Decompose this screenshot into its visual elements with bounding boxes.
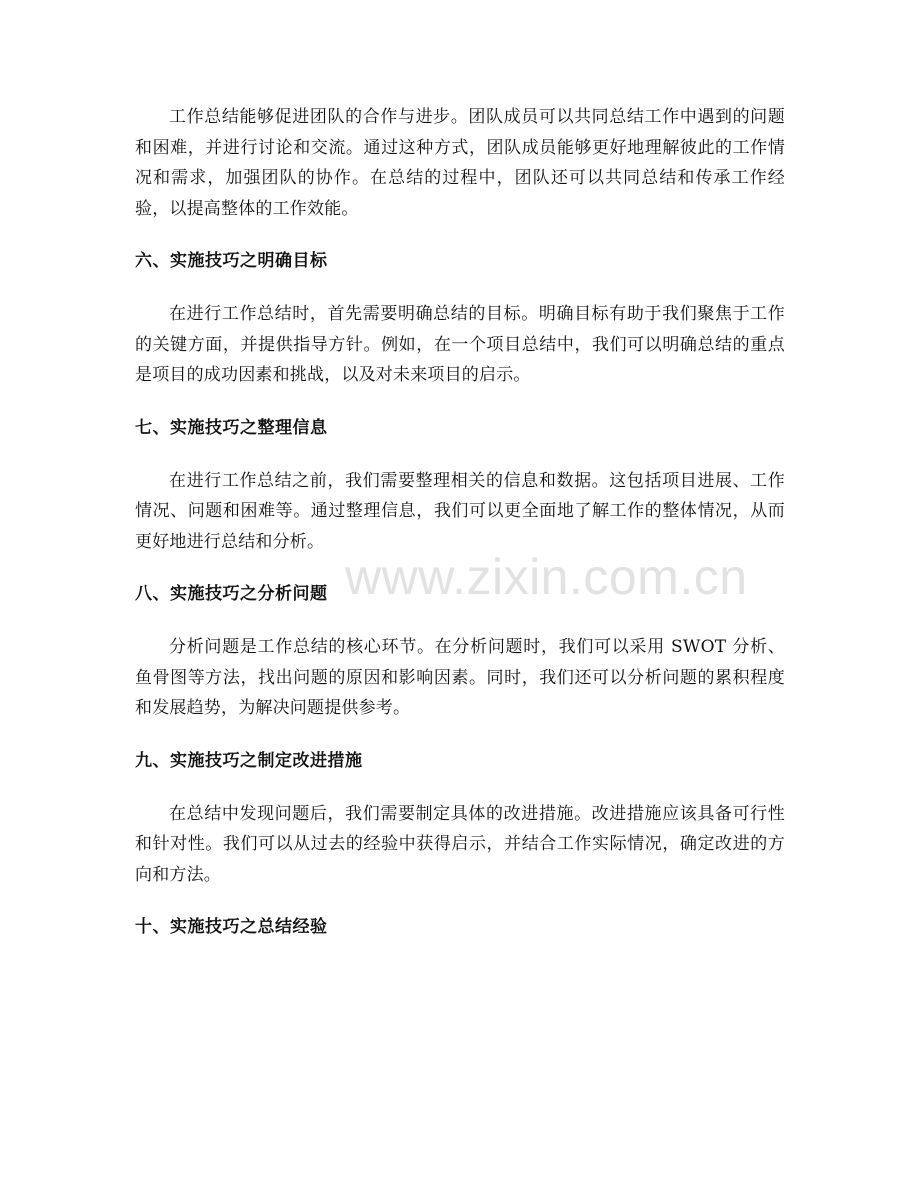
watermark: www.zixin.com.cn — [345, 549, 748, 605]
heading-improvement-measures: 九、实施技巧之制定改进措施 — [135, 750, 363, 771]
heading-summarize-experience: 十、实施技巧之总结经验 — [135, 917, 328, 937]
paragraph-analyze-problems: 分析问题是工作总结的核心环节。在分析问题时，我们可以采用 SWOT 分析、鱼骨图等方法，找出问题的原因和影响因素。同时，我们还可以分析问题的累积程度和发展趋势，为解决问题提供参考。 — [135, 637, 785, 718]
heading-analyze-problems: 八、实施技巧之分析问题 — [135, 584, 328, 604]
paragraph-clear-goals: 在进行工作总结时，首先需要明确总结的目标。明确目标有助于我们聚焦于工作的关键方面，并提供指导方针。例如，在一个项目总结中，我们可以明确总结的重点是项目的成功因素和挑战，以及对未来项目的启示。 — [135, 304, 785, 385]
paragraph-team-collaboration: 工作总结能够促进团队的合作与进步。团队成员可以共同总结工作中遇到的问题和困难，并进行讨论和交流。通过这种方式，团队成员能够更好地理解彼此的工作情况和需求，加强团队的协作。在总结的过程中，团队还可以共同总结和传承工作经验，以提高整体的工作效能。 — [135, 107, 785, 219]
heading-organize-info: 七、实施技巧之整理信息 — [135, 417, 328, 438]
heading-clear-goals: 六、实施技巧之明确目标 — [135, 251, 328, 271]
paragraph-organize-info: 在进行工作总结之前，我们需要整理相关的信息和数据。这包括项目进展、工作情况、问题和困难等。通过整理信息，我们可以更全面地了解工作的整体情况，从而更好地进行总结和分析。 — [135, 470, 785, 552]
paragraph-improvement-measures: 在总结中发现问题后，我们需要制定具体的改进措施。改进措施应该具备可行性和针对性。我们可以从过去的经验中获得启示，并结合工作实际情况，确定改进的方向和方法。 — [135, 803, 785, 885]
document-body — [135, 102, 785, 942]
